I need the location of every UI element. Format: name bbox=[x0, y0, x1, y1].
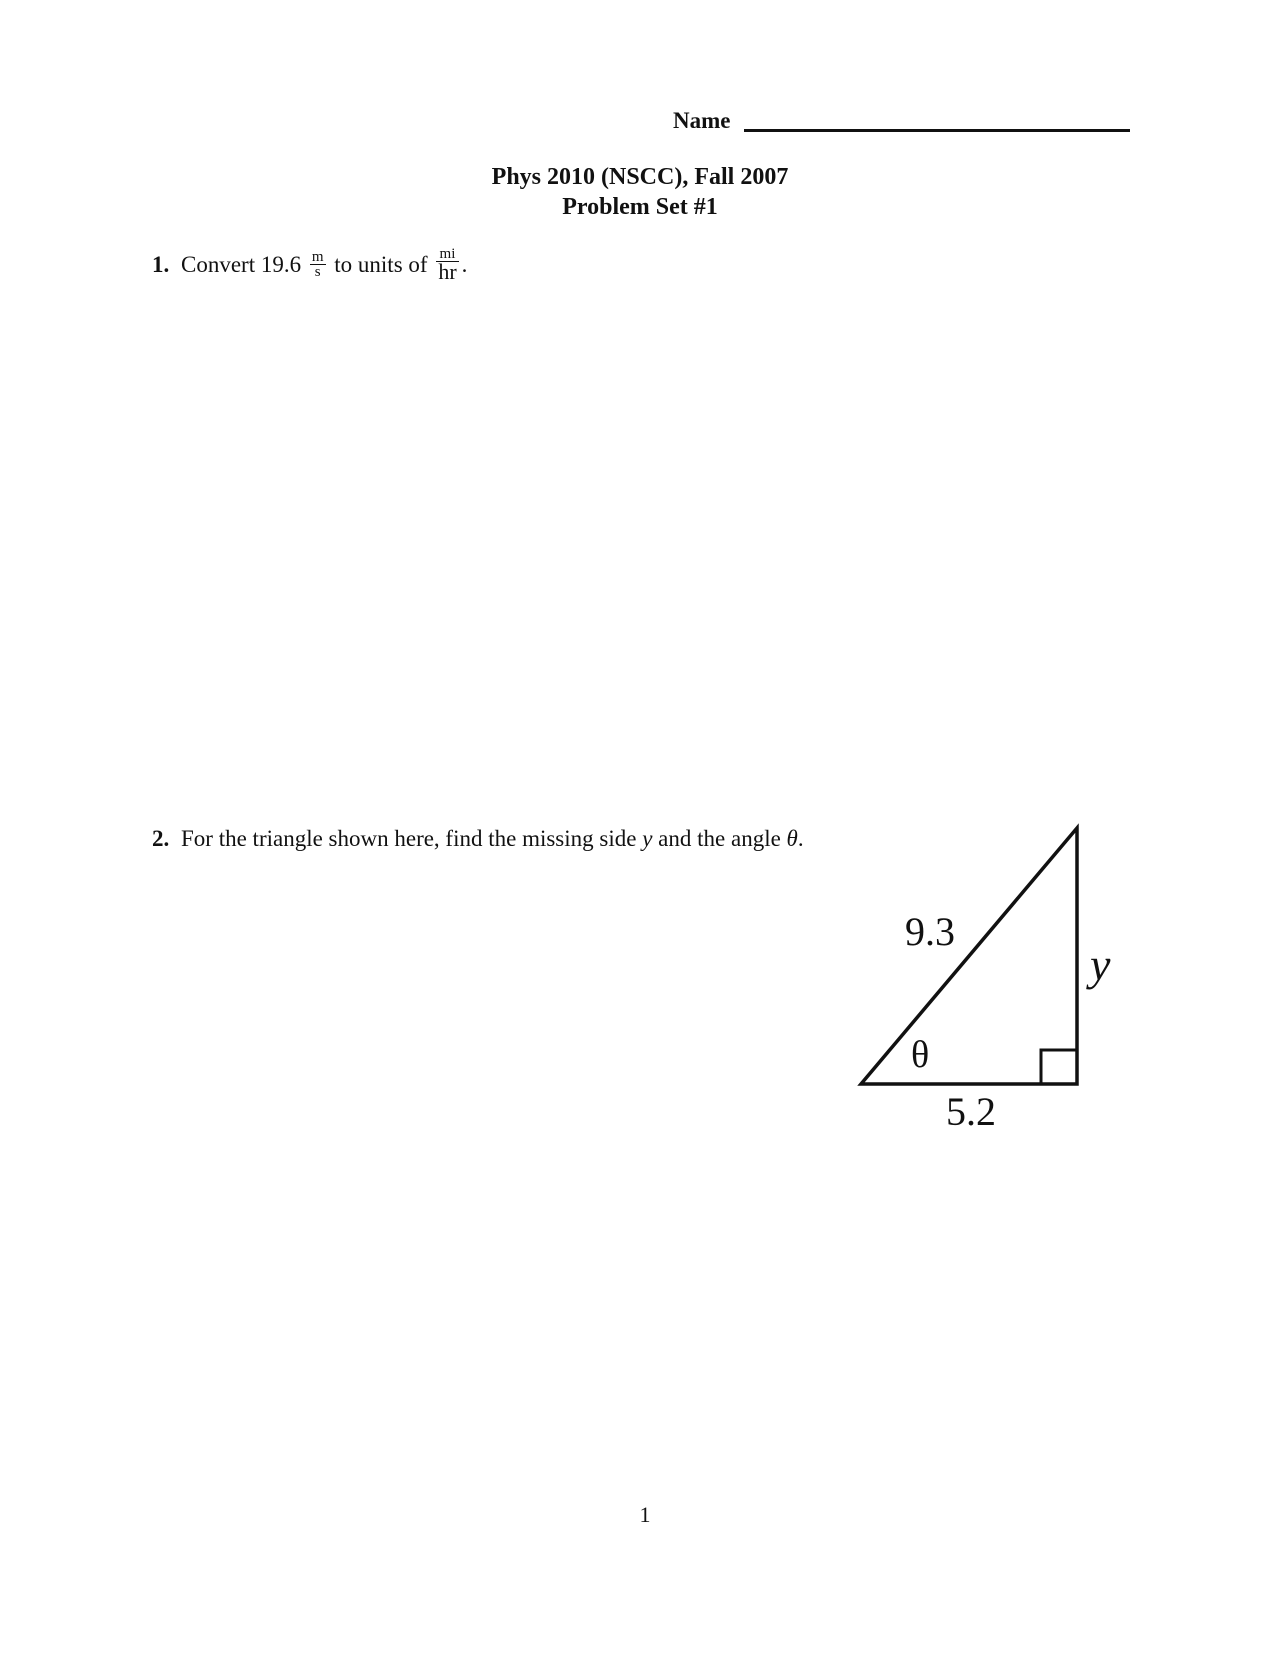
problem-set-title: Problem Set #1 bbox=[562, 194, 718, 220]
problem-text: For the triangle shown here, find the missing side bbox=[181, 826, 637, 851]
right-angle-marker bbox=[1041, 1050, 1077, 1084]
angle-label: θ bbox=[911, 1034, 930, 1076]
page-number: 1 bbox=[639, 1502, 651, 1527]
vertical-side-label: y bbox=[1090, 939, 1111, 990]
name-blank-line bbox=[744, 129, 1130, 132]
unit-fraction-m-per-s bbox=[310, 250, 326, 279]
unit-fraction-mi-per-hr bbox=[436, 247, 458, 282]
course-title: Phys 2010 (NSCC), Fall 2007 bbox=[491, 164, 789, 190]
fraction-numerator: mi bbox=[436, 247, 458, 262]
fraction-denominator: hr bbox=[438, 259, 457, 284]
right-triangle-diagram bbox=[850, 815, 1130, 1145]
problem-text: . bbox=[797, 826, 804, 851]
name-label: Name bbox=[673, 108, 731, 133]
fraction-denominator: s bbox=[314, 264, 321, 280]
problem-number: 2. bbox=[152, 826, 170, 851]
problem-number: 1. bbox=[152, 251, 170, 277]
problem-text: and the angle bbox=[658, 826, 781, 851]
problem-2 bbox=[152, 824, 842, 854]
triangle-outline bbox=[861, 828, 1077, 1084]
problem-text: to units of bbox=[334, 251, 428, 277]
math-variable-y: y bbox=[642, 826, 653, 851]
hypotenuse-label: 9.3 bbox=[905, 909, 955, 954]
problem-text: . bbox=[461, 251, 468, 277]
math-variable-theta: θ bbox=[786, 826, 798, 851]
fraction-numerator: m bbox=[311, 249, 324, 265]
problem-text: Convert 19.6 bbox=[181, 251, 302, 277]
problem-1 bbox=[152, 246, 468, 284]
base-label: 5.2 bbox=[946, 1089, 996, 1134]
